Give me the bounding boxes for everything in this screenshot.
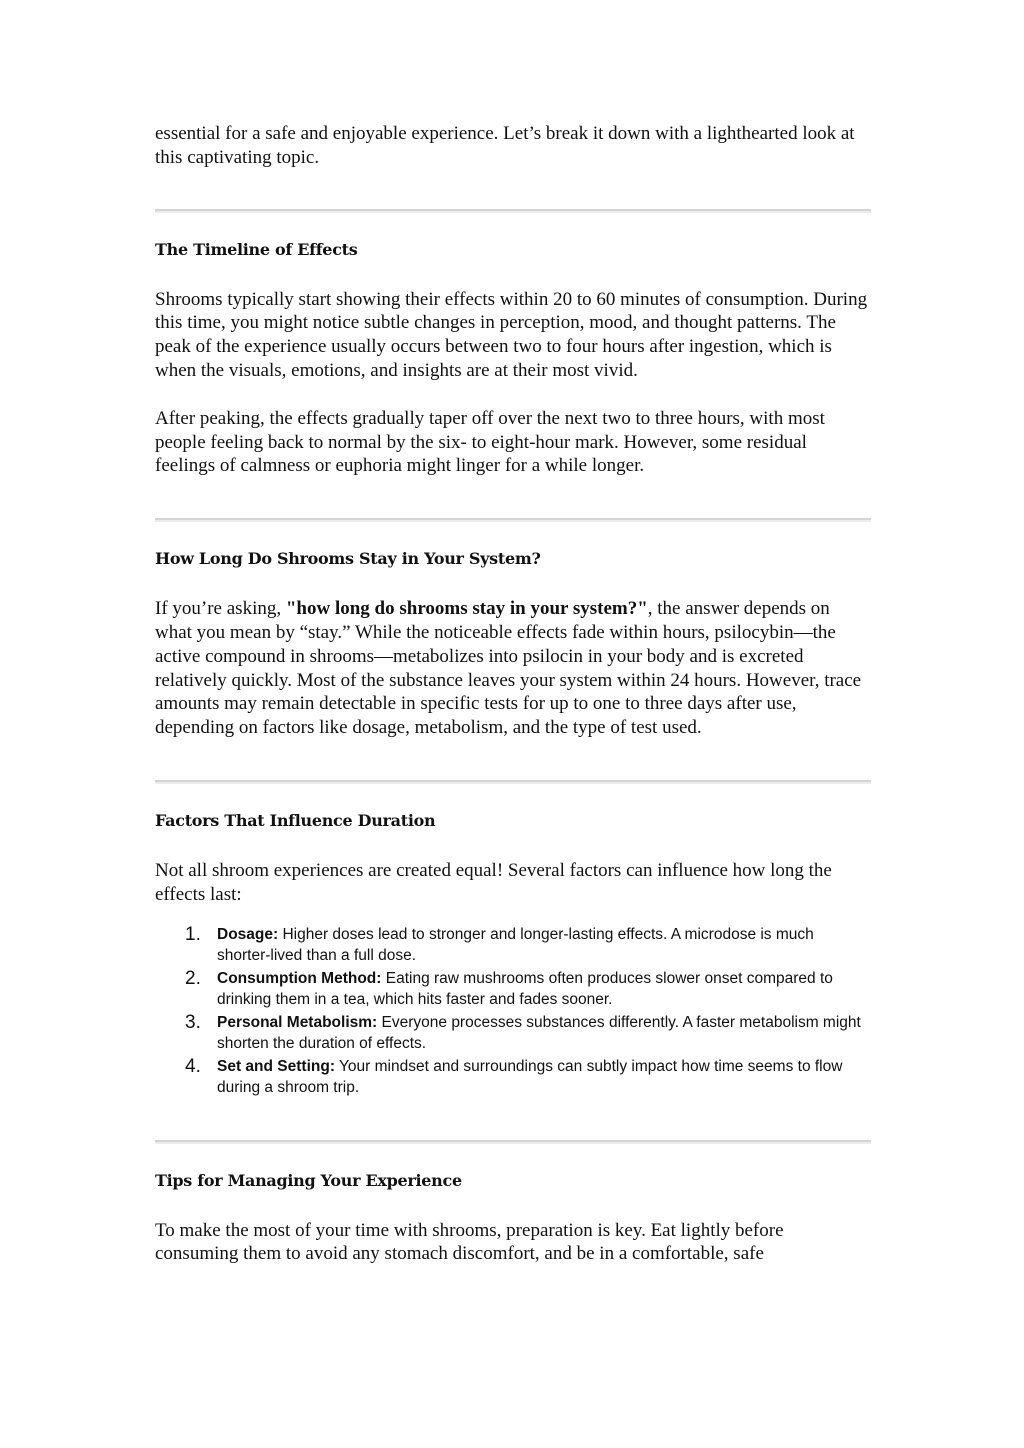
timeline-paragraph-2: After peaking, the effects gradually taper off over the next two to three hours, with most people feeling back to normal by the six- to eight-hour mark. However, some residual feelings of calmness or euphoria might linger for a while longer. xyxy=(155,407,825,477)
list-item xyxy=(155,1012,871,1054)
list-item xyxy=(155,924,871,966)
list-item xyxy=(155,968,871,1010)
factors-list xyxy=(155,924,871,1098)
list-item-text: Everyone processes substances differently. A faster metabolism might shorten the duration of effects. xyxy=(217,1013,861,1052)
list-item-term: Personal Metabolism: xyxy=(217,1013,378,1031)
list-item-number: 4. xyxy=(185,1055,201,1077)
list-item-text: Higher doses lead to stronger and longer-lasting effects. A microdose is much shorter-lived than a full dose. xyxy=(217,925,814,964)
system-text-after: , the answer depends on what you mean by “stay.” While the noticeable effects fade within hours, psilocybin—the active compound in shrooms—metabolizes into psilocin in your body and is excreted relatively quickly. Most of the substance leaves your system within 24 hours. However, trace amounts may remain detectable in specific tests for up to one to three days after use, depending on factors like dosage, metabolism, and the type of test used. xyxy=(155,598,862,739)
list-item-number: 3. xyxy=(185,1011,201,1033)
list-item-term: Dosage: xyxy=(217,925,279,943)
factors-paragraph: Not all shroom experiences are created equal! Several factors can influence how long the effects last: xyxy=(155,859,832,905)
system-text-before: If you’re asking, xyxy=(155,598,286,620)
list-item xyxy=(155,1056,871,1098)
list-item-text: Eating raw mushrooms often produces slower onset compared to drinking them in a tea, which hits faster and fades sooner. xyxy=(217,969,833,1008)
list-item-number: 1. xyxy=(185,923,201,945)
heading-timeline: The Timeline of Effects xyxy=(155,239,358,259)
timeline-paragraph-1: Shrooms typically start showing their effects within 20 to 60 minutes of consumption. During this time, you might notice subtle changes in perception, mood, and thought patterns. The peak of the experience usually occurs between two to four hours after ingestion, which is when the visuals, emotions, and insights are at their most vivid. xyxy=(155,288,868,381)
system-paragraph xyxy=(155,597,871,740)
heading-tips: Tips for Managing Your Experience xyxy=(155,1170,462,1190)
tips-paragraph: To make the most of your time with shrooms, preparation is key. Eat lightly before consuming them to avoid any stomach discomfort, and be in a comfortable, safe xyxy=(155,1219,784,1265)
list-item-term: Consumption Method: xyxy=(217,969,382,987)
heading-factors: Factors That Influence Duration xyxy=(155,810,436,830)
document-page xyxy=(155,122,871,1266)
heading-system: How Long Do Shrooms Stay in Your System? xyxy=(155,549,541,569)
system-highlight: "how long do shrooms stay in your system?" xyxy=(285,598,648,620)
list-item-text: Your mindset and surroundings can subtly impact how time seems to flow during a shroom trip. xyxy=(217,1057,843,1096)
list-item-number: 2. xyxy=(185,967,201,989)
list-item-term: Set and Setting: xyxy=(217,1057,335,1075)
intro-paragraph: essential for a safe and enjoyable experience. Let’s break it down with a lighthearted look at this captivating topic. xyxy=(155,123,855,168)
